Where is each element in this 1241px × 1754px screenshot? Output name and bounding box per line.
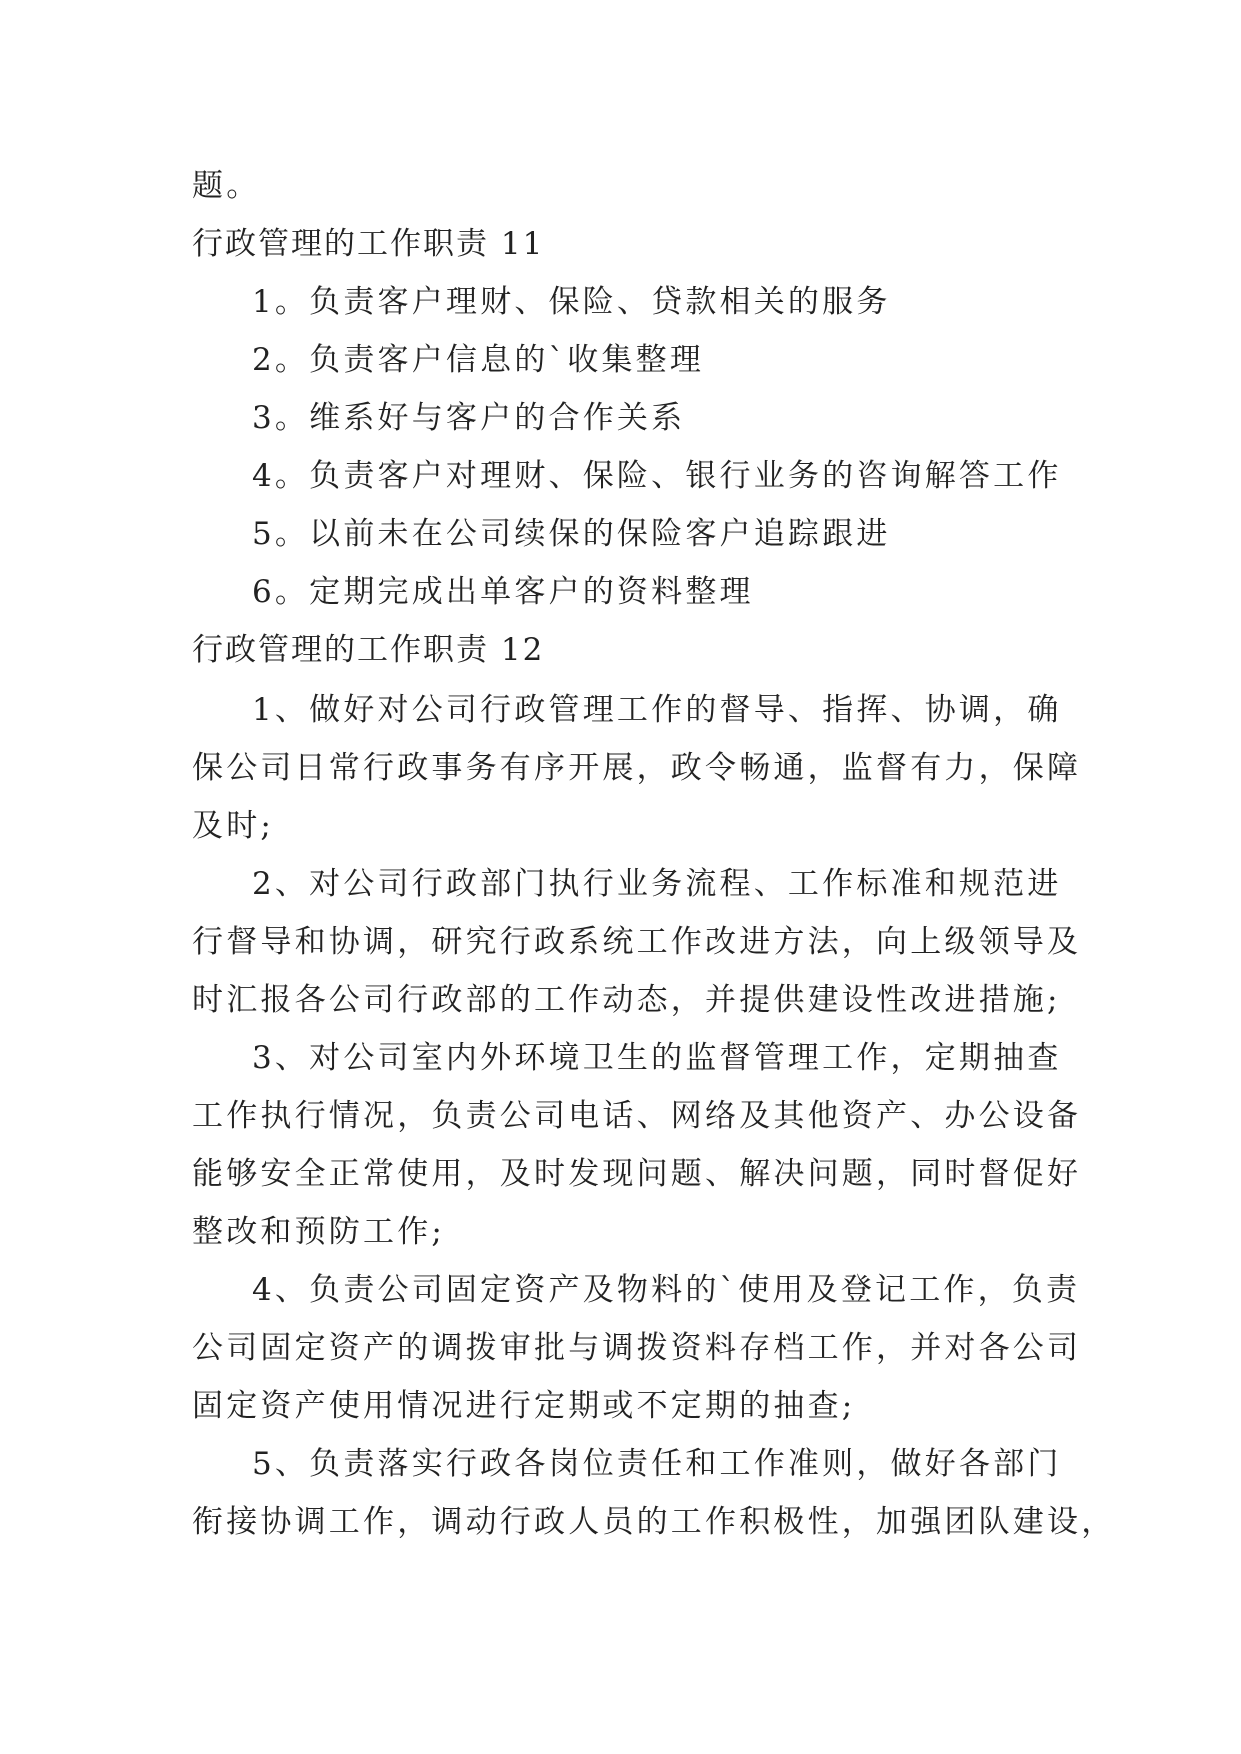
paragraph-line: 固定资产使用情况进行定期或不定期的抽查; bbox=[192, 1388, 856, 1424]
paragraph-line: 工作执行情况，负责公司电话、网络及其他资产、办公设备 bbox=[192, 1098, 1082, 1134]
list-item: 2。负责客户信息的`收集整理 bbox=[252, 342, 705, 378]
list-item: 1。负责客户理财、保险、贷款相关的服务 bbox=[252, 284, 891, 320]
paragraph-line: 及时; bbox=[192, 808, 275, 844]
paragraph-line: 能够安全正常使用，及时发现问题、解决问题，同时督促好 bbox=[192, 1156, 1082, 1192]
paragraph-line: 1、做好对公司行政管理工作的督导、指挥、协调，确 bbox=[252, 692, 1062, 728]
paragraph-line: 保公司日常行政事务有序开展，政令畅通，监督有力，保障 bbox=[192, 750, 1082, 786]
paragraph-line: 4、负责公司固定资产及物料的`使用及登记工作，负责 bbox=[252, 1272, 1081, 1308]
paragraph-line: 行督导和协调，研究行政系统工作改进方法，向上级领导及 bbox=[192, 924, 1082, 960]
list-item: 6。定期完成出单客户的资料整理 bbox=[252, 574, 754, 610]
section-heading: 行政管理的工作职责 11 bbox=[192, 226, 545, 262]
paragraph-line: 3、对公司室内外环境卫生的监督管理工作，定期抽查 bbox=[252, 1040, 1062, 1076]
paragraph-line: 衔接协调工作，调动行政人员的工作积极性，加强团队建设， bbox=[192, 1504, 1116, 1540]
paragraph-line: 5、负责落实行政各岗位责任和工作准则，做好各部门 bbox=[252, 1446, 1062, 1482]
paragraph-line: 整改和预防工作; bbox=[192, 1214, 446, 1250]
paragraph-line: 公司固定资产的调拨审批与调拨资料存档工作，并对各公司 bbox=[192, 1330, 1082, 1366]
paragraph-line: 2、对公司行政部门执行业务流程、工作标准和规范进 bbox=[252, 866, 1062, 902]
list-item: 4。负责客户对理财、保险、银行业务的咨询解答工作 bbox=[252, 458, 1062, 494]
paragraph-line: 时汇报各公司行政部的工作动态，并提供建设性改进措施; bbox=[192, 982, 1061, 1018]
list-item: 3。维系好与客户的合作关系 bbox=[252, 400, 686, 436]
list-item: 5。以前未在公司续保的保险客户追踪跟进 bbox=[252, 516, 891, 552]
text-line: 题。 bbox=[192, 168, 261, 204]
section-heading: 行政管理的工作职责 12 bbox=[192, 632, 545, 668]
